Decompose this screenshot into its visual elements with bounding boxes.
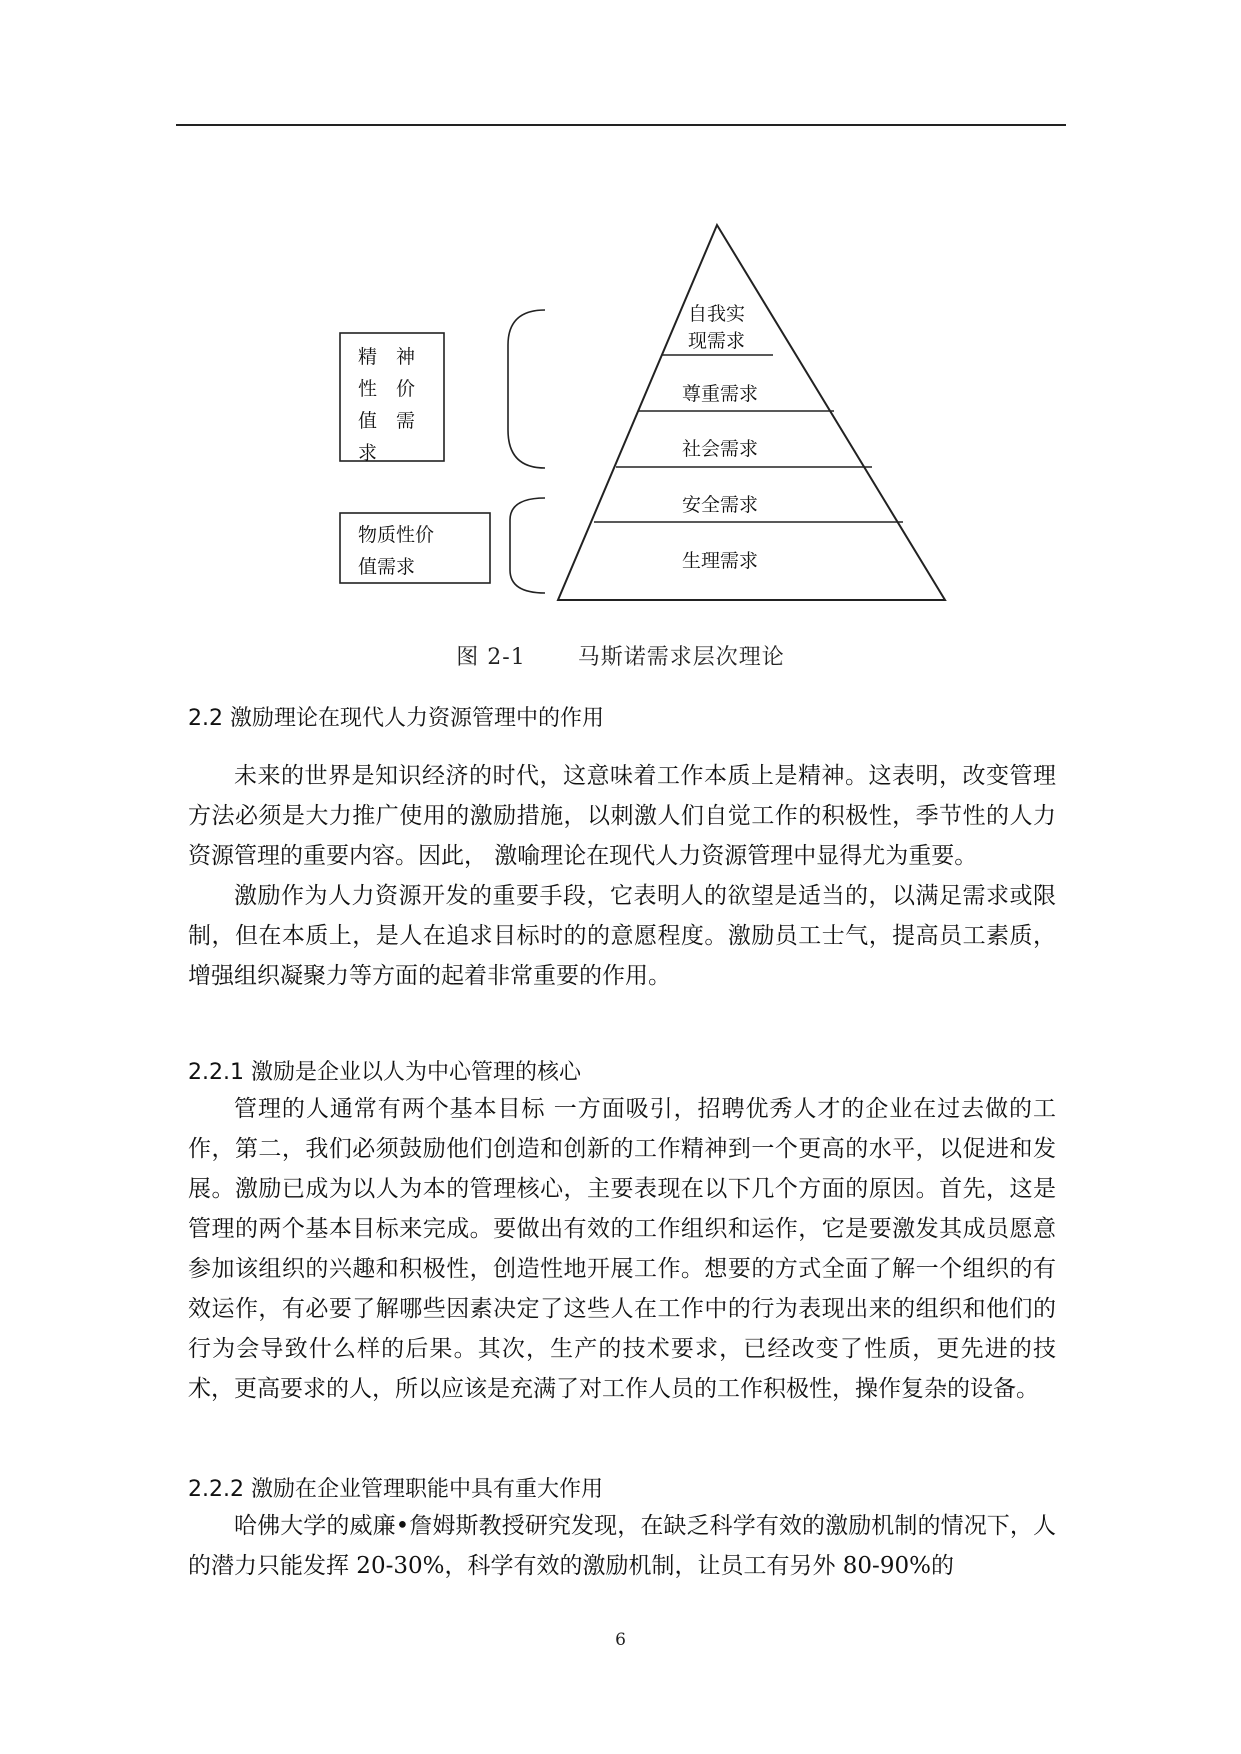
figure-caption: [0, 640, 1241, 671]
page-number: 6: [615, 1630, 626, 1650]
section-2-2-body: [188, 756, 1056, 996]
pyramid-level-self-actualization-line-1: 自我实: [688, 303, 746, 325]
maslow-hierarchy-figure: [330, 215, 950, 610]
paragraph: 未来的世界是知识经济的时代，这意味着工作本质上是精神。这表明，改变管理方法必须是大力推广使用的激励措施，以刺激人们自觉工作的积极性，季节性的人力资源管理的重要内容。因此， 激喻理论在现代人力资源管理中显得尤为重要。: [188, 763, 1056, 869]
paragraph: 哈佛大学的威廉•詹姆斯教授研究发现，在缺乏科学有效的激励机制的情况下，人的潜力只能发挥 20-30%，科学有效的激励机制，让员工有另外 80-90%的: [188, 1513, 1056, 1579]
figure-number: 图 2-1: [456, 645, 526, 670]
spiritual-value-label: [358, 341, 415, 469]
material-brace: [510, 498, 545, 593]
section-heading-2-2-2: 2.2.2 激励在企业管理职能中具有重大作用: [188, 1477, 603, 1502]
spiritual-value-row-2: 性 价: [358, 378, 416, 400]
spiritual-value-row-3: 值 需: [358, 410, 416, 432]
section-2-2-2-body: [188, 1506, 1056, 1586]
pyramid-level-social: 社会需求: [682, 438, 759, 460]
pyramid-level-esteem: 尊重需求: [682, 383, 759, 405]
material-value-label: [358, 519, 434, 583]
pyramid-level-safety: 安全需求: [682, 494, 759, 516]
section-heading-2-2-1: 2.2.1 激励是企业以人为中心管理的核心: [188, 1060, 581, 1085]
figure-title: 马斯诺需求层次理论: [577, 645, 785, 670]
pyramid-level-self-actualization-line-2: 现需求: [688, 330, 746, 352]
section-heading-2-2: 2.2 激励理论在现代人力资源管理中的作用: [188, 706, 604, 731]
pyramid-outline: [558, 225, 945, 600]
pyramid-level-physiological: 生理需求: [682, 550, 759, 572]
paragraph: 管理的人通常有两个基本目标 一方面吸引，招聘优秀人才的企业在过去做的工作，第二，我们必须鼓励他们创造和创新的工作精神到一个更高的水平，以促进和发展。激励已成为以人为本的管理核心，主要表现在以下几个方面的原因。首先，这是管理的两个基本目标来完成。要做出有效的工作组织和运作，它是要激发其成员愿意参加该组织的兴趣和积极性，创造性地开展工作。想要的方式全面了解一个组织的有效运作，有必要了解哪些因素决定了这些人在工作中的行为表现出来的组织和他们的行为会导致什么样的后果。其次，生产的技术要求，已经改变了性质，更先进的技术，更高要求的人，所以应该是充满了对工作人员的工作积极性，操作复杂的设备。: [188, 1096, 1056, 1402]
header-rule: [176, 124, 1066, 126]
spiritual-value-row-1: 精 神: [358, 346, 416, 368]
paragraph: 激励作为人力资源开发的重要手段，它表明人的欲望是适当的，以满足需求或限制，但在本质上，是人在追求目标时的的意愿程度。激励员工士气，提高员工素质，增强组织凝聚力等方面的起着非常重要的作用。: [188, 883, 1056, 989]
material-value-row-2: 值需求: [358, 556, 416, 578]
material-value-row-1: 物质性价: [358, 524, 435, 546]
section-2-2-1-body: [188, 1089, 1056, 1409]
spiritual-value-row-4: 求: [358, 442, 378, 464]
spiritual-brace: [508, 310, 545, 468]
